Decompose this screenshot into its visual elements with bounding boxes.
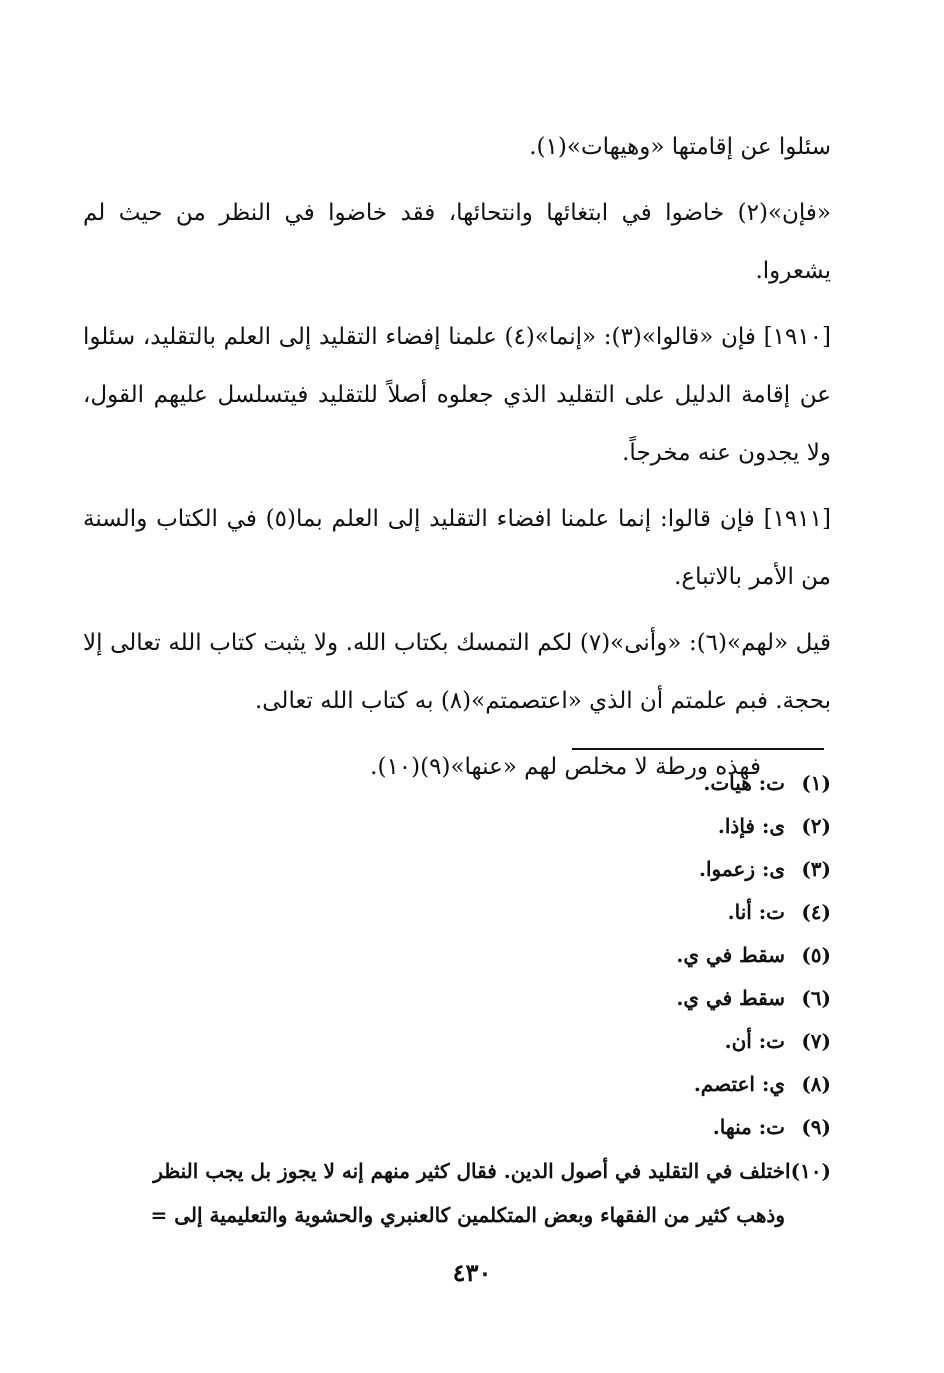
footnote-number: (٢) [801, 814, 831, 838]
footnote-text-line-2: وذهب كثير من الفقهاء وبعض المتكلمين كالعنبري والحشوية والتعليمية إلى = [150, 1203, 785, 1227]
paragraph-2: «فإن»(٢) خاضوا في ابتغائها وانتحائها، فقد خاضوا في النظر من حيث لم يشعروا. [83, 200, 831, 284]
footnote-text: ت: منها. [712, 1115, 785, 1139]
footnote-number: (٦) [801, 986, 831, 1010]
footnote-number: (٧) [801, 1029, 831, 1053]
footnote [83, 1020, 831, 1063]
footnote-text: سقط في ي. [676, 986, 785, 1010]
footnote-number: (٤) [801, 900, 831, 924]
footnote-number: (٣) [801, 857, 831, 881]
footnote-text: ت: أن. [724, 1029, 785, 1053]
footnote-text: ى: فإذا. [717, 814, 785, 838]
footnotes [83, 762, 831, 1237]
footnote-number: (٥) [801, 943, 831, 967]
footnote-number: (٩) [801, 1115, 831, 1139]
footnote-separator [572, 748, 824, 750]
footnote [83, 848, 831, 891]
footnote [83, 934, 831, 977]
footnote-text: ت: هيات. [703, 771, 785, 795]
paragraph-6: فهذه ورطة لا مخلص لهم «عنها»(٩)(١٠). [370, 754, 761, 780]
footnote [83, 1063, 831, 1106]
main-text [83, 118, 831, 804]
footnote [83, 1106, 831, 1149]
paragraph-5: قيل «لهم»(٦): «وأنى»(٧) لكم التمسك بكتاب الله. ولا يثبت كتاب الله تعالى إلا بحجة. فبم علمتم أن الذي «اعتصمتم»(٨) به كتاب الله تعالى. [83, 630, 831, 714]
paragraph-4: [١٩١١] فإن قالوا: إنما علمنا افضاء التقليد إلى العلم بما(٥) في الكتاب والسنة من الأمر بالاتباع. [83, 506, 831, 590]
footnote-text: ى: زعموا. [698, 857, 785, 881]
footnote-long [83, 1149, 831, 1237]
paragraph-3: [١٩١٠] فإن «قالوا»(٣): «إنما»(٤) علمنا إفضاء التقليد إلى العلم بالتقليد، سئلوا عن إقامة الدليل على التقليد الذي جعلوه أصلاً للتقليد فيتسلسل عليهم القول، ولا يجدون عنه مخرجاً. [83, 324, 832, 466]
footnote-number: (١٠) [790, 1159, 831, 1183]
footnote-number: (٨) [801, 1072, 831, 1096]
footnote-text: ي: اعتصم. [693, 1072, 785, 1096]
footnote-number: (١) [801, 771, 831, 795]
footnote-text: ت: أنا. [727, 900, 785, 924]
footnote [83, 805, 831, 848]
footnote [83, 977, 831, 1020]
footnote [83, 891, 831, 934]
footnote-text-line-1: اختلف في التقليد في أصول الدين. فقال كثير منهم إنه لا يجوز بل يجب النظر [153, 1159, 791, 1183]
page-number: ٤٣٠ [452, 1258, 492, 1287]
paragraph-1: سئلوا عن إقامتها «وهيهات»(١). [529, 134, 831, 160]
footnote-text: سقط في ي. [676, 943, 785, 967]
footnote [83, 762, 831, 805]
